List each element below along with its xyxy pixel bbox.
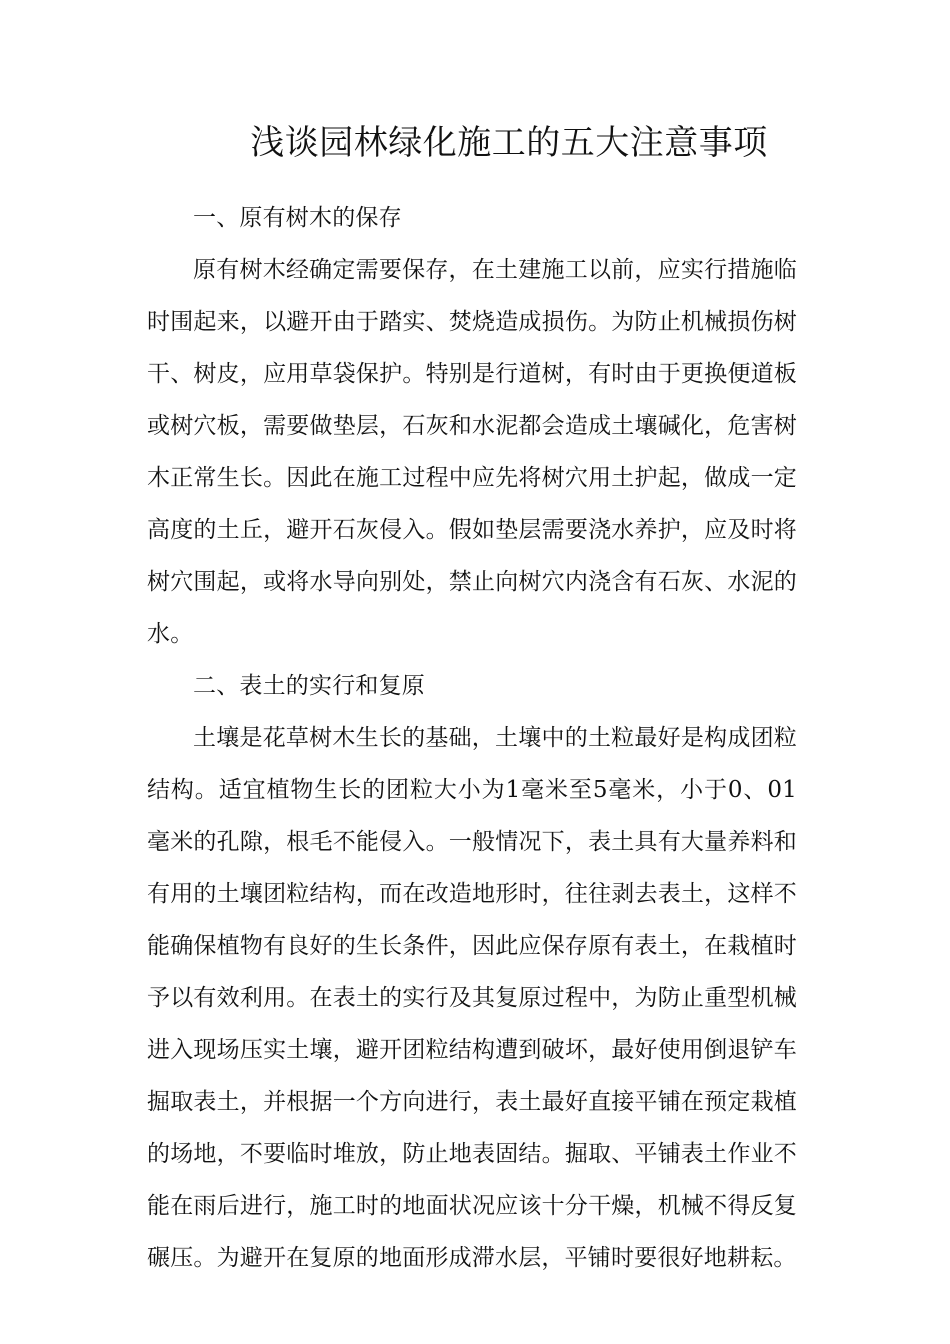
section-heading-2: 二、表土的实行和复原 xyxy=(193,673,425,699)
document-body xyxy=(147,192,797,1284)
paragraph-1: 原有树木经确定需要保存，在土建施工以前，应实行措施临时围起来，以避开由于踏实、焚烧造成损伤。为防止机械损伤树干、树皮，应用草袋保护。特别是行道树，有时由于更换便道板或树穴板，需要做垫层，石灰和水泥都会造成土壤碱化，危害树木正常生长。因此在施工过程中应先将树穴用土护起，做成一定高度的土丘，避开石灰侵入。假如垫层需要浇水养护，应及时将树穴围起，或将水导向别处，禁止向树穴内浇含有石灰、水泥的水。 xyxy=(147,257,797,647)
section-heading-1: 一、原有树木的保存 xyxy=(193,205,402,231)
paragraph-2: 土壤是花草树木生长的基础，土壤中的土粒最好是构成团粒结构。适宜植物生长的团粒大小为1毫米至5毫米，小于0、01毫米的孔隙，根毛不能侵入。一般情况下，表土具有大量养料和有用的土壤团粒结构，而在改造地形时，往往剥去表土，这样不能确保植物有良好的生长条件，因此应保存原有表土，在栽植时予以有效利用。在表土的实行及其复原过程中，为防止重型机械进入现场压实土壤，避开团粒结构遭到破坏，最好使用倒退铲车掘取表土，并根据一个方向进行，表土最好直接平铺在预定栽植的场地，不要临时堆放，防止地表固结。掘取、平铺表土作业不能在雨后进行，施工时的地面状况应该十分干燥，机械不得反复碾压。为避开在复原的地面形成滞水层，平铺时要很好地耕耘。 xyxy=(147,725,797,1271)
document-title: 浅谈园林绿化施工的五大注意事项 xyxy=(250,123,768,163)
